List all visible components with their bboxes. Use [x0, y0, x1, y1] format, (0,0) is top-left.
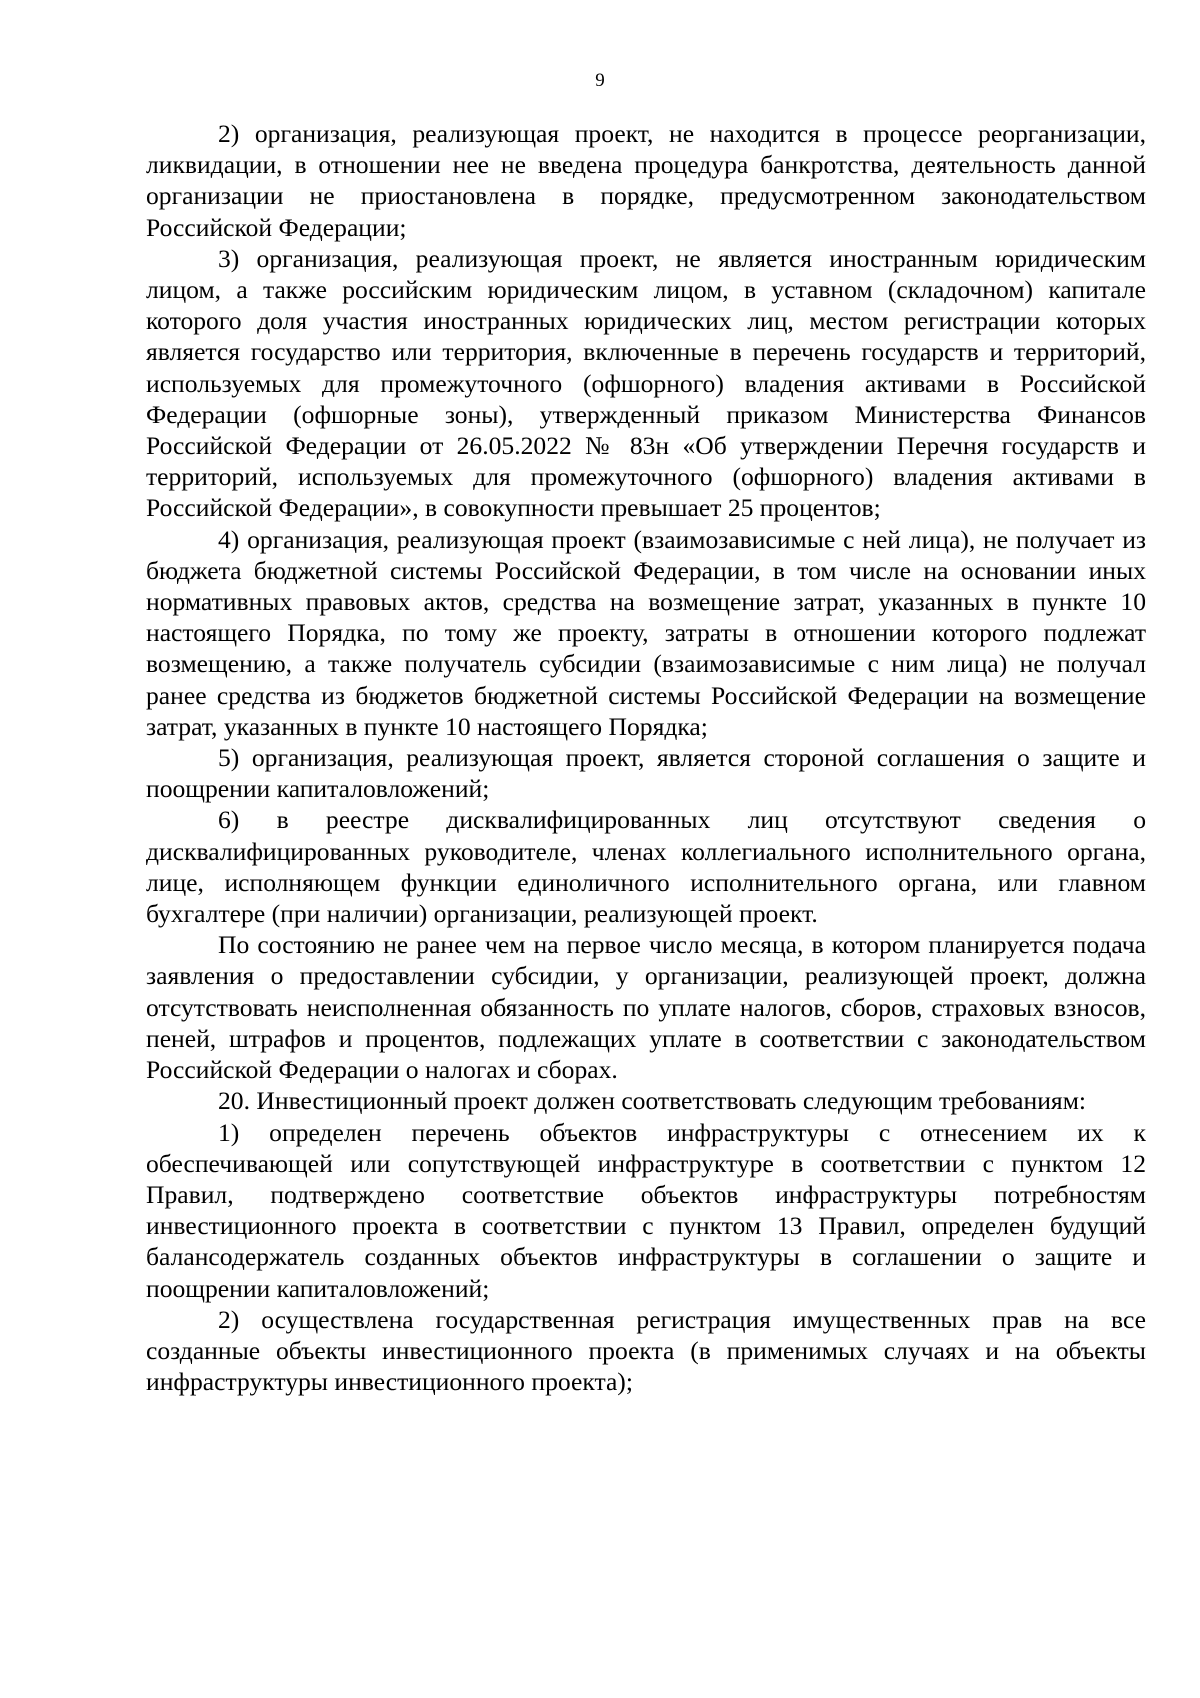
- page-number: 9: [595, 70, 605, 91]
- paragraph-item-6: 6) в реестре дисквалифицированных лиц отсутствуют сведения о дисквалифицированных руководителе, членах коллегиального исполнительного органа, лице, исполняющем функции единоличного исполнительного органа, или главном бухгалтере (при наличии) организации, реализующей проект.: [146, 805, 1146, 929]
- paragraph-requirement-2: 2) осуществлена государственная регистрация имущественных прав на все созданные объекты инвестиционного проекта (в применимых случаях и на объекты инфраструктуры инвестиционного проекта);: [146, 1304, 1146, 1397]
- paragraph-item-2: 2) организация, реализующая проект, не находится в процессе реорганизации, ликвидации, в отношении нее не введена процедура банкротства, деятельность данной организации не приостановлена в порядке, предусмотренном законодательством Российской Федерации;: [146, 119, 1146, 242]
- paragraph-item-5: 5) организация, реализующая проект, является стороной соглашения о защите и поощрении капиталовложений;: [146, 743, 1146, 804]
- paragraph-requirement-1: 1) определен перечень объектов инфраструктуры с отнесением их к обеспечивающей или сопутствующей инфраструктуре в соответствии с пунктом 12 Правил, подтверждено соответствие объектов инфраструктуры потребностям инвестиционного проекта в соответствии с пунктом 13 Правил, определен будущий балансодержатель созданных объектов инфраструктуры в соглашении о защите и поощрении капиталовложений;: [146, 1117, 1146, 1303]
- document-body: [146, 118, 1146, 1397]
- paragraph-section-20: 20. Инвестиционный проект должен соответствовать следующим требованиям:: [218, 1086, 1087, 1116]
- paragraph-item-4: 4) организация, реализующая проект (взаимозависимые с ней лица), не получает из бюджета бюджетной системы Российской Федерации, в том числе на основании иных нормативных правовых актов, средства на возмещение затрат, указанных в пункте 10 настоящего Порядка, по тому же проекту, затраты в отношении которого подлежат возмещению, а также получатель субсидии (взаимозависимые с ним лица) не получал ранее средства из бюджетов бюджетной системы Российской Федерации на возмещение затрат, указанных в пункте 10 настоящего Порядка;: [146, 524, 1146, 741]
- paragraph-item-3: 3) организация, реализующая проект, не является иностранным юридическим лицом, а также российским юридическим лицом, в уставном (складочном) капитале которого доля участия иностранных юридических лиц, местом регистрации которых является государство или территория, включенные в перечень государств и территорий, используемых для промежуточного (офшорного) владения активами в Российской Федерации (офшорные зоны), утвержденный приказом Министерства Финансов Российской Федерации от 26.05.2022 № 83н «Об утверждении Перечня государств и территорий, используемых для промежуточного (офшорного) владения активами в Российской Федерации», в совокупности превышает 25 процентов;: [146, 243, 1146, 523]
- paragraph-tax-obligations: По состоянию не ранее чем на первое число месяца, в котором планируется подача заявления о предоставлении субсидии, у организации, реализующей проект, должна отсутствовать неисполненная обязанность по уплате налогов, сборов, страховых взносов, пеней, штрафов и процентов, подлежащих уплате в соответствии с законодательством Российской Федерации о налогах и сборах.: [146, 930, 1146, 1085]
